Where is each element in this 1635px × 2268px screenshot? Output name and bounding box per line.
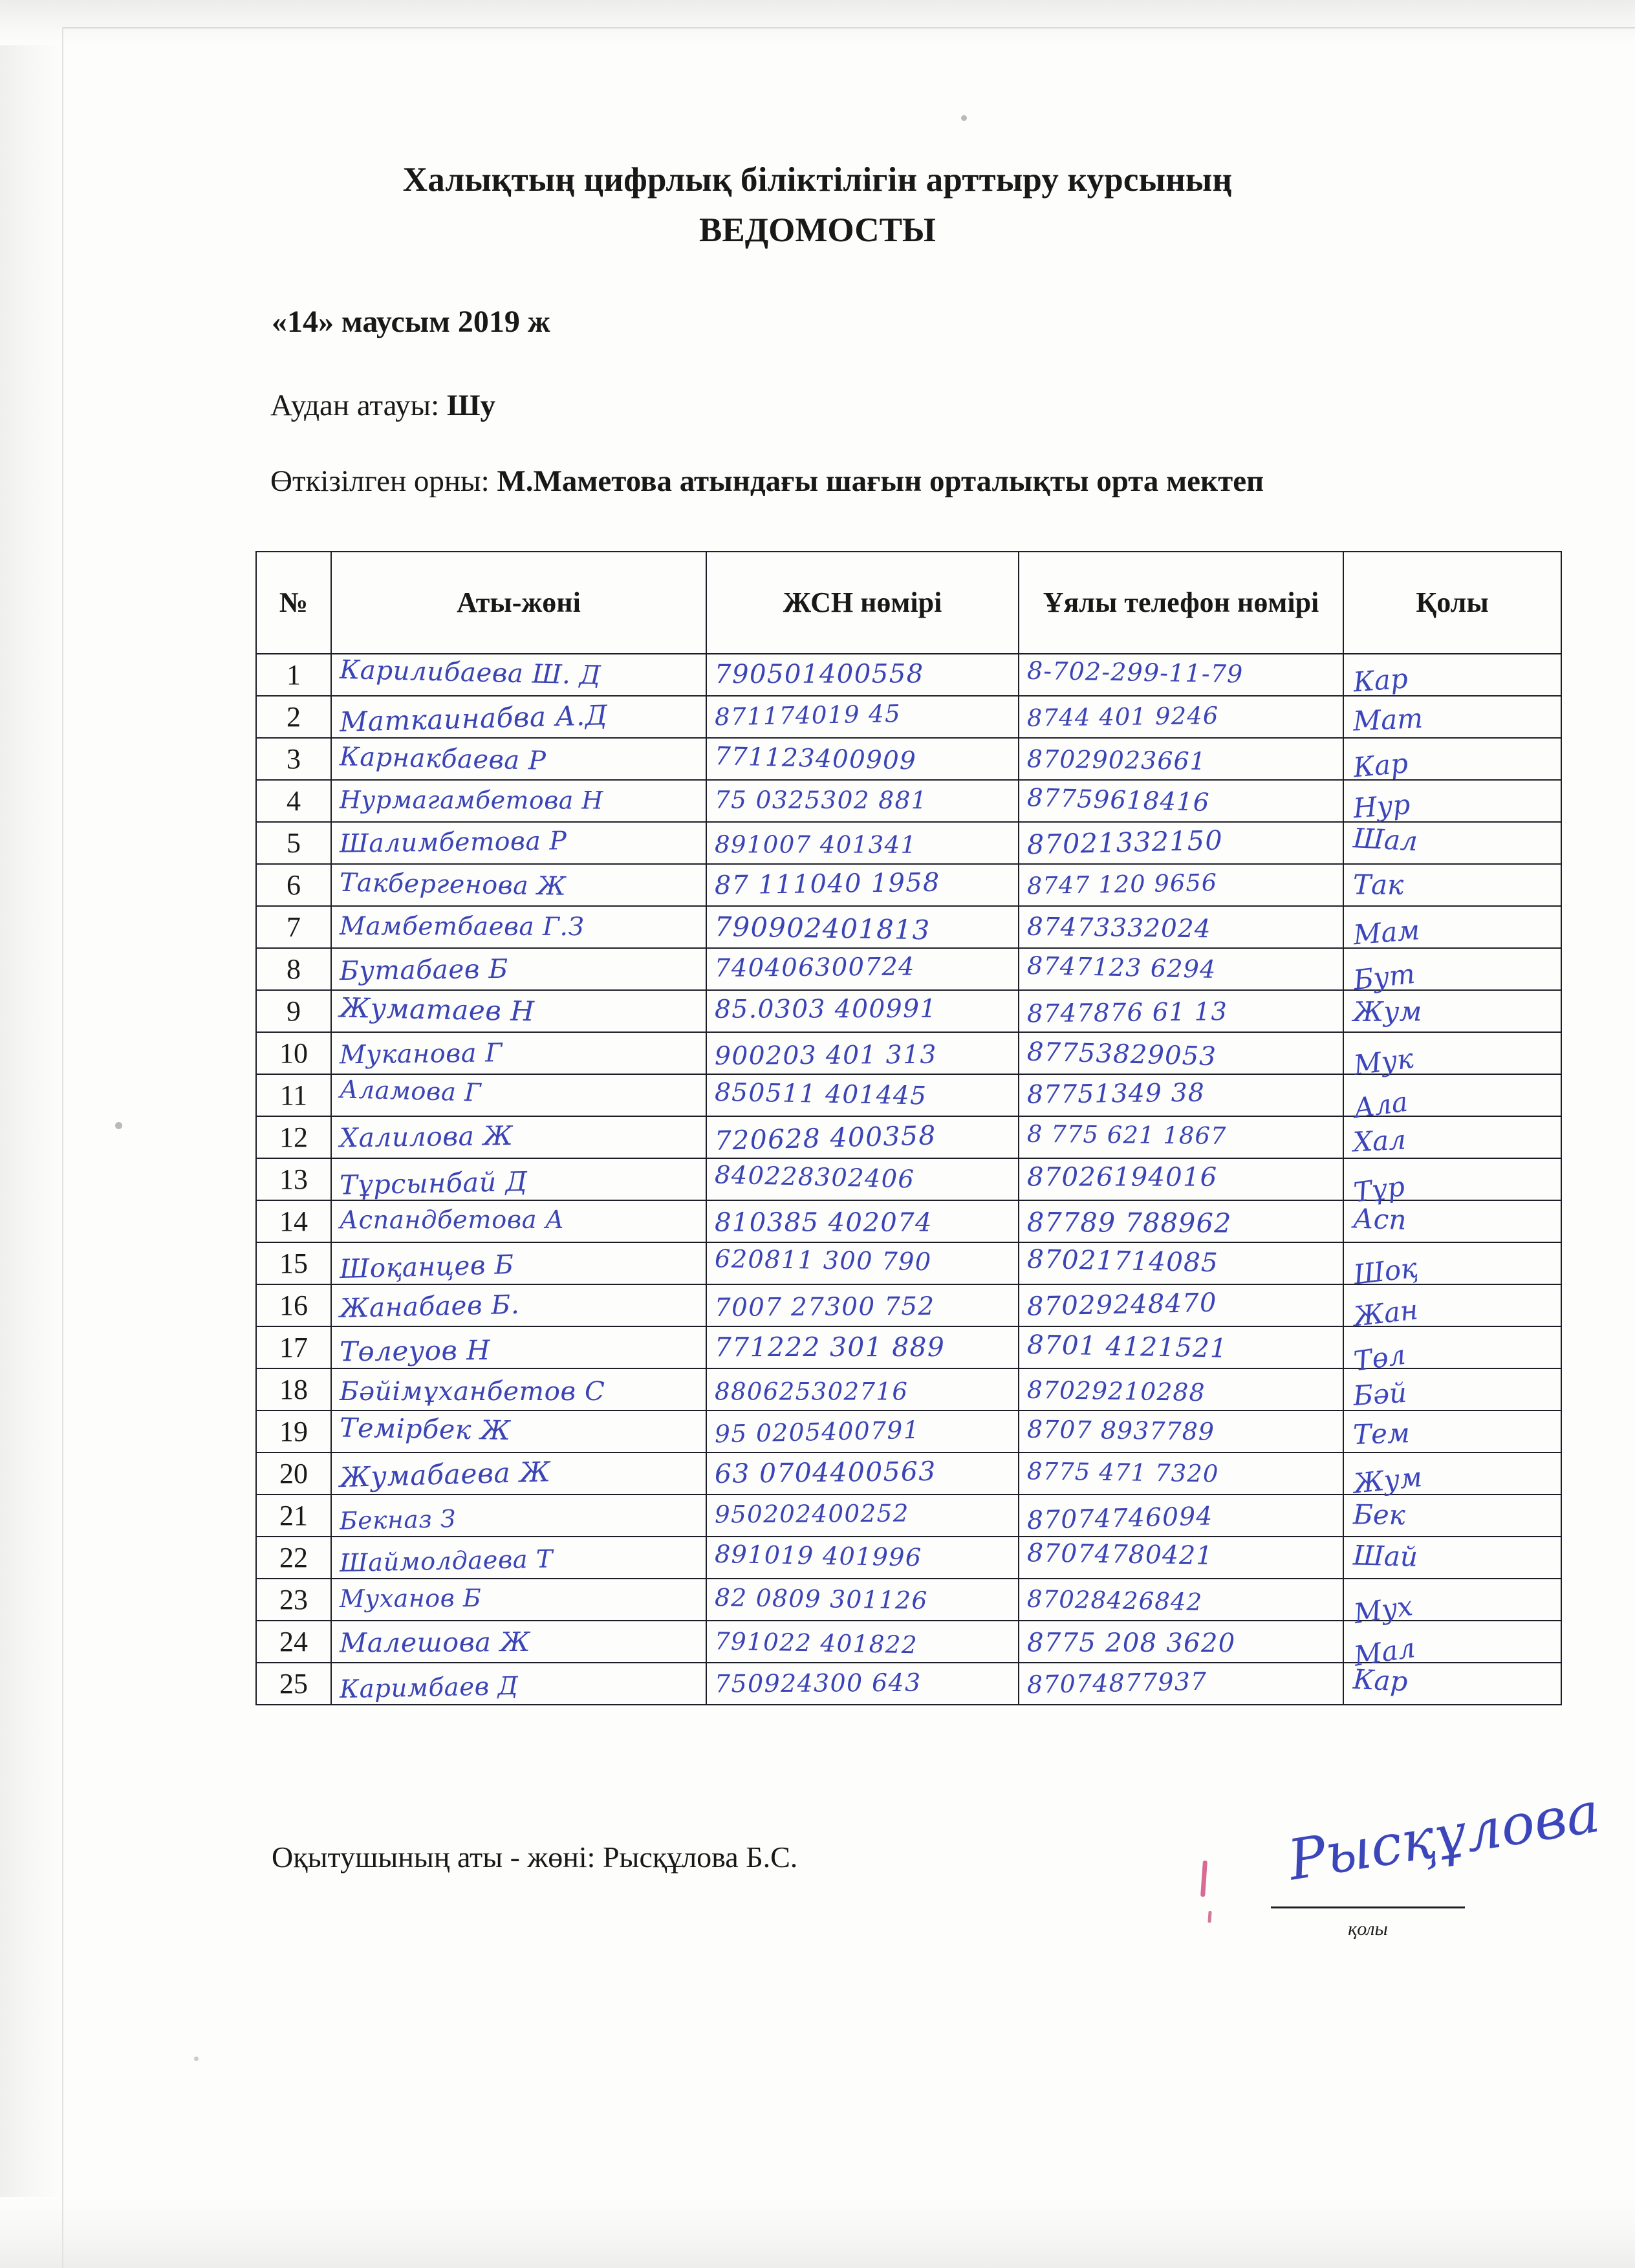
handwritten-iin-cell <box>706 1284 1019 1326</box>
handwritten-name: Төлеуов Н <box>339 1334 491 1368</box>
handwritten-iin-cell <box>706 1074 1019 1116</box>
handwritten-phone: 87021332150 <box>1026 824 1224 860</box>
handwritten-signature: Шоқ <box>1352 1251 1419 1291</box>
row-number: 15 <box>256 1242 331 1284</box>
handwritten-phone-cell <box>1019 654 1343 696</box>
teacher-label: Оқытушының аты - жөні: <box>272 1841 603 1874</box>
handwritten-phone-cell <box>1019 696 1343 738</box>
handwritten-signature-cell <box>1343 654 1561 696</box>
teacher-name: Рысқұлова Б.С. <box>602 1841 798 1874</box>
table-row <box>256 1116 1561 1158</box>
document-title-line-1: Халықтың цифрлық біліктілігін арттыру курсының <box>402 161 1233 199</box>
handwritten-name: Темірбек Ж <box>339 1411 511 1446</box>
handwritten-iin-cell <box>706 990 1019 1032</box>
handwritten-phone: 8747123 6294 <box>1026 951 1217 984</box>
handwritten-name: Муканова Г <box>339 1037 503 1070</box>
table-row <box>256 990 1561 1032</box>
column-header-signature: Қолы <box>1343 552 1561 654</box>
table-row <box>256 1495 1561 1537</box>
column-header-phone: Ұялы телефон нөмірі <box>1019 552 1343 654</box>
handwritten-iin: 82 0809 301126 <box>714 1582 929 1615</box>
handwritten-phone: 8707 8937789 <box>1026 1414 1215 1446</box>
handwritten-iin-cell <box>706 1453 1019 1495</box>
row-number: 22 <box>256 1537 331 1579</box>
handwritten-phone-cell <box>1019 1158 1343 1200</box>
venue-field <box>270 464 1264 499</box>
handwritten-signature: Жан <box>1352 1293 1420 1333</box>
handwritten-iin-cell <box>706 864 1019 906</box>
handwritten-iin: 771123400909 <box>714 742 917 776</box>
row-number: 17 <box>256 1326 331 1368</box>
table-row <box>256 948 1561 990</box>
handwritten-phone-cell <box>1019 1284 1343 1326</box>
handwritten-name: Шоқанцев Б <box>339 1248 515 1284</box>
handwritten-signature-cell <box>1343 738 1561 784</box>
handwritten-iin-cell <box>706 1158 1019 1200</box>
handwritten-name-cell <box>331 1579 706 1621</box>
row-number: 10 <box>256 1032 331 1074</box>
handwritten-signature: Кар <box>1352 747 1409 784</box>
handwritten-phone-cell <box>1019 1453 1343 1495</box>
row-number: 2 <box>256 696 331 738</box>
handwritten-name: Нурмагамбетова Н <box>339 785 603 815</box>
handwritten-name-cell <box>331 1621 706 1663</box>
table-row <box>256 1368 1561 1410</box>
handwritten-name: Маткаинабва А.Д <box>339 699 609 738</box>
handwritten-name: Муханов Б <box>339 1583 482 1613</box>
handwritten-name-cell <box>331 1200 706 1242</box>
handwritten-signature: Жум <box>1352 1460 1424 1500</box>
handwritten-iin: 871174019 45 <box>714 699 902 731</box>
table-row <box>256 1284 1561 1326</box>
row-number: 8 <box>256 948 331 990</box>
handwritten-name-cell <box>331 1284 706 1326</box>
handwritten-iin: 891019 401996 <box>714 1539 922 1572</box>
handwritten-phone: 87028426842 <box>1026 1584 1203 1616</box>
handwritten-iin: 95 0205400791 <box>714 1415 920 1448</box>
handwritten-phone-cell <box>1019 822 1343 864</box>
handwritten-signature-cell <box>1343 1326 1561 1377</box>
handwritten-phone-cell <box>1019 738 1343 780</box>
handwritten-iin-cell <box>706 738 1019 780</box>
handwritten-phone: 87789 788962 <box>1026 1206 1232 1238</box>
handwritten-iin: 840228302406 <box>714 1160 915 1194</box>
handwritten-signature: Кар <box>1352 662 1409 698</box>
handwritten-signature: Шай <box>1352 1539 1418 1573</box>
handwritten-phone: 87074780421 <box>1026 1539 1213 1571</box>
handwritten-name-cell <box>331 1537 706 1579</box>
handwritten-name: Жанабаев Б. <box>339 1288 520 1324</box>
handwritten-signature-cell <box>1343 822 1561 864</box>
row-number: 14 <box>256 1200 331 1242</box>
handwritten-phone: 87029248470 <box>1026 1288 1218 1322</box>
teacher-signature-mark: Рысқұлова <box>1284 1780 1604 1894</box>
handwritten-name: Каримбаев Д <box>339 1671 519 1705</box>
teacher-field <box>272 1840 797 1874</box>
handwritten-phone-cell <box>1019 948 1343 990</box>
column-header-name: Аты-жөні <box>331 552 706 654</box>
handwritten-signature-cell <box>1343 864 1561 906</box>
handwritten-phone: 87026194016 <box>1026 1161 1218 1193</box>
handwritten-signature-cell <box>1343 1032 1561 1081</box>
handwritten-iin: 950202400252 <box>714 1498 909 1529</box>
handwritten-signature-cell <box>1343 1242 1561 1291</box>
handwritten-iin-cell <box>706 906 1019 948</box>
handwritten-iin-cell <box>706 654 1019 696</box>
handwritten-iin-cell <box>706 1537 1019 1579</box>
handwritten-iin: 891007 401341 <box>714 830 917 859</box>
handwritten-phone-cell <box>1019 1495 1343 1537</box>
handwritten-signature-cell <box>1343 1453 1561 1500</box>
handwritten-phone-cell <box>1019 1032 1343 1074</box>
table-row <box>256 1579 1561 1621</box>
handwritten-iin: 620811 300 790 <box>714 1244 932 1277</box>
handwritten-phone-cell <box>1019 1537 1343 1579</box>
handwritten-name-cell <box>331 864 706 906</box>
handwritten-signature-cell <box>1343 780 1561 825</box>
handwritten-iin-cell <box>706 1579 1019 1621</box>
handwritten-phone: 8701 4121521 <box>1026 1328 1228 1364</box>
handwritten-iin-cell <box>706 1410 1019 1453</box>
table-row <box>256 1326 1561 1368</box>
handwritten-name-cell <box>331 696 706 738</box>
handwritten-phone: 8775 208 3620 <box>1026 1627 1236 1658</box>
handwritten-name: Бекназ З <box>339 1504 457 1535</box>
row-number: 6 <box>256 864 331 906</box>
handwritten-phone: 87021714085 <box>1026 1243 1219 1278</box>
row-number: 9 <box>256 990 331 1032</box>
table-body <box>256 654 1561 1705</box>
handwritten-name-cell <box>331 1368 706 1410</box>
row-number: 13 <box>256 1158 331 1200</box>
handwritten-name-cell <box>331 822 706 864</box>
table-row <box>256 1410 1561 1453</box>
handwritten-iin: 790501400558 <box>714 658 924 689</box>
handwritten-name-cell <box>331 1663 706 1705</box>
handwritten-name-cell <box>331 1326 706 1368</box>
document-title-line-2: ВЕДОМОСТЫ <box>699 211 936 249</box>
row-number: 11 <box>256 1074 331 1116</box>
table-row <box>256 906 1561 948</box>
handwritten-phone: 87753829053 <box>1026 1036 1217 1072</box>
handwritten-phone: 8-702-299-11-79 <box>1026 656 1244 688</box>
handwritten-phone: 87074746094 <box>1026 1502 1214 1536</box>
handwritten-iin-cell <box>706 1116 1019 1158</box>
row-number: 4 <box>256 780 331 822</box>
handwritten-phone-cell <box>1019 1579 1343 1621</box>
table-row <box>256 822 1561 864</box>
handwritten-iin: 750924300 643 <box>714 1668 922 1698</box>
handwritten-signature: Төл <box>1352 1338 1408 1377</box>
handwritten-phone: 8747 120 9656 <box>1026 868 1218 900</box>
handwritten-iin: 771222 301 889 <box>714 1332 946 1363</box>
handwritten-iin-cell <box>706 780 1019 822</box>
handwritten-signature-cell <box>1343 1200 1561 1242</box>
row-number: 12 <box>256 1116 331 1158</box>
handwritten-name-cell <box>331 738 706 780</box>
handwritten-iin-cell <box>706 1242 1019 1284</box>
handwritten-iin: 791022 401822 <box>714 1626 918 1659</box>
handwritten-phone-cell <box>1019 1410 1343 1453</box>
row-number: 16 <box>256 1284 331 1326</box>
handwritten-iin: 85.0303 400991 <box>714 994 937 1024</box>
handwritten-iin: 880625302716 <box>714 1377 909 1406</box>
handwritten-phone: 8775 471 7320 <box>1026 1457 1219 1488</box>
pink-ink-mark <box>1200 1861 1207 1897</box>
handwritten-signature-cell <box>1343 948 1561 997</box>
handwritten-signature: Шал <box>1352 822 1419 858</box>
handwritten-name: Такбергенова Ж <box>339 867 567 902</box>
handwritten-phone-cell <box>1019 1200 1343 1242</box>
district-field <box>270 388 495 423</box>
handwritten-phone-cell <box>1019 1326 1343 1368</box>
handwritten-signature: Мал <box>1352 1632 1418 1672</box>
handwritten-name-cell <box>331 1495 706 1537</box>
row-number: 5 <box>256 822 331 864</box>
handwritten-signature: Асп <box>1352 1202 1407 1236</box>
handwritten-iin: 850511 401445 <box>714 1077 927 1111</box>
handwritten-phone-cell <box>1019 906 1343 948</box>
handwritten-signature: Бек <box>1352 1498 1406 1531</box>
row-number: 19 <box>256 1410 331 1453</box>
handwritten-phone: 87074877937 <box>1026 1667 1207 1699</box>
handwritten-name: Жумабаева Ж <box>339 1456 552 1494</box>
document-date: «14» маусым 2019 ж <box>272 305 550 339</box>
handwritten-signature: Бәй <box>1352 1376 1408 1412</box>
handwritten-phone: 87759618416 <box>1026 783 1211 817</box>
row-number: 23 <box>256 1579 331 1621</box>
handwritten-signature-cell <box>1343 1495 1561 1537</box>
handwritten-name: Халилова Ж <box>339 1119 514 1153</box>
handwritten-signature-cell <box>1343 1410 1561 1453</box>
handwritten-iin: 810385 402074 <box>714 1207 933 1238</box>
handwritten-signature: Нур <box>1352 788 1411 825</box>
table-row <box>256 696 1561 738</box>
handwritten-name-cell <box>331 1242 706 1284</box>
signature-rule <box>1271 1906 1465 1908</box>
handwritten-name-cell <box>331 1158 706 1200</box>
table-header <box>256 552 1561 654</box>
handwritten-name-cell <box>331 780 706 822</box>
table-row <box>256 1453 1561 1495</box>
table-row <box>256 864 1561 906</box>
venue-label: Өткізілген орны: <box>270 464 497 498</box>
handwritten-signature: Мам <box>1352 914 1422 951</box>
handwritten-phone-cell <box>1019 1621 1343 1663</box>
column-header-iin: ЖСН нөмірі <box>706 552 1019 654</box>
handwritten-name-cell <box>331 1453 706 1495</box>
handwritten-name-cell <box>331 654 706 696</box>
handwritten-phone-cell <box>1019 1242 1343 1284</box>
handwritten-signature: Хал <box>1352 1123 1407 1158</box>
handwritten-name: Тұрсынбай Д <box>339 1165 528 1201</box>
handwritten-signature: Кар <box>1352 1663 1409 1698</box>
row-number: 20 <box>256 1453 331 1495</box>
handwritten-name: Карилибаева Ш. Д <box>339 654 601 691</box>
row-number: 25 <box>256 1663 331 1705</box>
table-row <box>256 1621 1561 1663</box>
handwritten-iin-cell <box>706 1368 1019 1410</box>
signature-caption: қолы <box>1348 1918 1388 1939</box>
handwritten-iin-cell <box>706 1032 1019 1074</box>
handwritten-name-cell <box>331 1116 706 1158</box>
handwritten-iin: 720628 400358 <box>714 1119 937 1156</box>
handwritten-iin: 790902401813 <box>714 911 931 946</box>
handwritten-phone: 87473332024 <box>1026 912 1211 944</box>
handwritten-name-cell <box>331 990 706 1032</box>
handwritten-name: Жуматаев Н <box>339 991 536 1028</box>
district-label: Аудан атауы: <box>270 389 447 422</box>
column-header-number: № <box>256 552 331 654</box>
handwritten-phone: 8747876 61 13 <box>1026 997 1228 1029</box>
row-number: 1 <box>256 654 331 696</box>
table-row <box>256 1158 1561 1200</box>
handwritten-name-cell <box>331 948 706 990</box>
row-number: 3 <box>256 738 331 780</box>
handwritten-signature: Мух <box>1352 1590 1415 1630</box>
handwritten-phone: 8744 401 9246 <box>1026 701 1219 732</box>
table-row <box>256 780 1561 822</box>
handwritten-signature-cell <box>1343 1368 1561 1410</box>
handwritten-iin: 7007 27300 752 <box>714 1291 935 1323</box>
registration-table <box>255 551 1562 1705</box>
handwritten-iin: 63 0704400563 <box>714 1455 937 1489</box>
table-row <box>256 654 1561 696</box>
handwritten-signature: Так <box>1352 869 1404 901</box>
handwritten-phone: 87751349 38 <box>1026 1078 1206 1110</box>
handwritten-name: Шаймолдаева Т <box>339 1544 554 1578</box>
handwritten-name-cell <box>331 1410 706 1453</box>
handwritten-signature: Бут <box>1352 957 1417 997</box>
handwritten-iin-cell <box>706 1663 1019 1705</box>
handwritten-phone-cell <box>1019 1116 1343 1158</box>
handwritten-iin: 87 111040 1958 <box>714 867 941 900</box>
handwritten-signature: Тем <box>1352 1417 1411 1451</box>
handwritten-signature: Мат <box>1352 702 1424 737</box>
row-number: 21 <box>256 1495 331 1537</box>
table-row <box>256 1242 1561 1284</box>
table-row <box>256 1200 1561 1242</box>
handwritten-signature-cell <box>1343 990 1561 1032</box>
handwritten-name: Бәйімұханбетов С <box>339 1375 605 1407</box>
handwritten-iin-cell <box>706 1200 1019 1242</box>
handwritten-signature-cell <box>1343 1116 1561 1158</box>
handwritten-iin: 740406300724 <box>714 952 916 983</box>
handwritten-phone-cell <box>1019 1368 1343 1410</box>
handwritten-signature: Тұр <box>1352 1170 1407 1209</box>
handwritten-name: Малешова Ж <box>339 1626 531 1658</box>
handwritten-iin-cell <box>706 696 1019 738</box>
handwritten-name: Карнакбаева Р <box>339 741 547 776</box>
handwritten-iin: 900203 401 313 <box>714 1040 937 1072</box>
table-row <box>256 1074 1561 1116</box>
handwritten-phone: 87029210288 <box>1026 1375 1206 1407</box>
venue-value: М.Маметова атындағы шағын орталықты орта мектеп <box>497 464 1264 498</box>
table-row <box>256 1663 1561 1705</box>
handwritten-phone: 87029023661 <box>1026 744 1207 775</box>
handwritten-signature: Мук <box>1352 1042 1415 1081</box>
handwritten-phone-cell <box>1019 780 1343 822</box>
handwritten-name: Аспандбетова А <box>339 1205 565 1235</box>
handwritten-signature-cell <box>1343 1074 1561 1125</box>
handwritten-signature: Жум <box>1352 995 1422 1028</box>
handwritten-phone-cell <box>1019 1074 1343 1116</box>
handwritten-name: Бутабаев Б <box>339 953 509 986</box>
handwritten-signature-cell <box>1343 696 1561 738</box>
handwritten-signature-cell <box>1343 906 1561 951</box>
table-row <box>256 1537 1561 1579</box>
handwritten-name-cell <box>331 1074 706 1116</box>
handwritten-signature-cell <box>1343 1158 1561 1209</box>
table-row <box>256 1032 1561 1074</box>
handwritten-signature-cell <box>1343 1621 1561 1672</box>
handwritten-iin-cell <box>706 948 1019 990</box>
table-row <box>256 738 1561 780</box>
handwritten-name: Шалимбетова Р <box>339 826 567 859</box>
row-number: 7 <box>256 906 331 948</box>
handwritten-name-cell <box>331 906 706 948</box>
table-header-row <box>256 552 1561 654</box>
handwritten-iin-cell <box>706 822 1019 864</box>
district-value: Шу <box>446 389 496 422</box>
handwritten-name: Мамбетбаева Г.З <box>339 912 585 942</box>
handwritten-signature: Ала <box>1352 1085 1410 1125</box>
handwritten-phone: 8 775 621 1867 <box>1026 1119 1227 1150</box>
handwritten-phone-cell <box>1019 990 1343 1032</box>
handwritten-phone-cell <box>1019 864 1343 906</box>
row-number: 24 <box>256 1621 331 1663</box>
handwritten-phone-cell <box>1019 1663 1343 1705</box>
handwritten-name-cell <box>331 1032 706 1074</box>
row-number: 18 <box>256 1368 331 1410</box>
handwritten-iin-cell <box>706 1326 1019 1368</box>
pink-ink-mark-2 <box>1207 1911 1211 1923</box>
handwritten-name: Аламова Г <box>339 1075 482 1108</box>
handwritten-iin: 75 0325302 881 <box>714 785 927 814</box>
handwritten-iin-cell <box>706 1621 1019 1663</box>
handwritten-iin-cell <box>706 1495 1019 1537</box>
handwritten-signature-cell <box>1343 1663 1561 1705</box>
